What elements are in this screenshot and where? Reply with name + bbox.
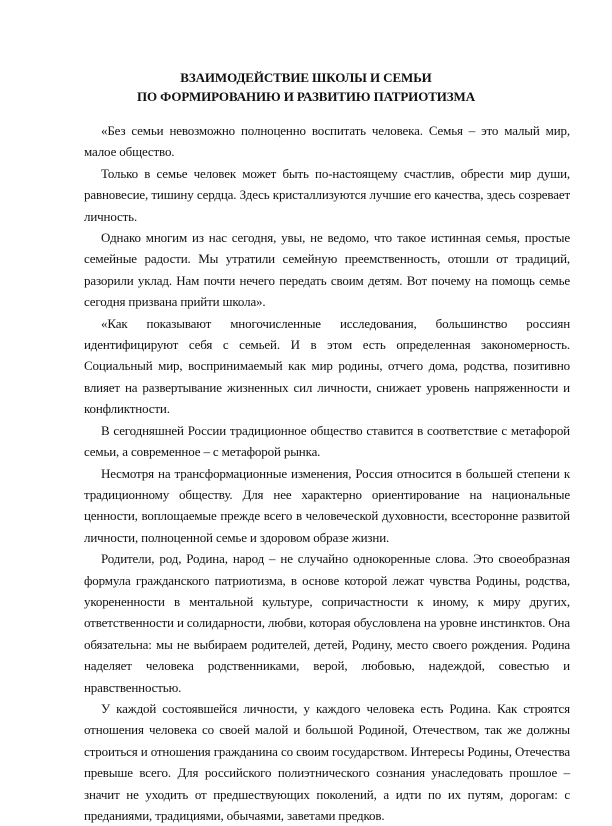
paragraph-8: У каждой состоявшейся личности, у каждого человека есть Родина. Как строятся отношения человека со своей малой и большой Родиной, Отечеством, так же должны строиться и отношения гражданина со своим государством. Интересы Родины, Отечества превыше всего. Для российского полиэтнического сознания унаследовать прошлое – значит не уходить от предшествующих поколений, а идти по их путям, дорогам: с преданиями, традициями, обычаями, заветами предков. — [84, 700, 570, 823]
paragraph-6: Несмотря на трансформационные изменения, Россия относится в большей степени к традиционному обществу. Для нее характерно ориентирование на национальные ценности, воплощаемые прежде всего в человеческой духовности, всесторонне развитой личности, полноценной семье и здоровом образе жизни. — [84, 465, 570, 545]
paragraph-3: Однако многим из нас сегодня, увы, не ведомо, что такое истинная семья, простые семейные радости. Мы утратили семейную преемственность, отошли от традиций, разорили уклад. Нам почти нечего передать своим детям. Вот почему на помощь семье сегодня призвана прийти школа». — [84, 230, 570, 310]
document-title-line-1: ВЗАИМОДЕЙСТВИЕ ШКОЛЫ И СЕМЬИ — [180, 70, 432, 85]
paragraph-5: В сегодняшней России традиционное общество ставится в соответствие с метафорой семьи, а современное – с метафорой рынка. — [84, 422, 570, 460]
document-body — [84, 120, 570, 826]
paragraph-2: Только в семье человек может быть по-настоящему счастлив, обрести мир души, равновесие, тишину сердца. Здесь кристаллизуются лучшие его качества, здесь созревает личность. — [84, 165, 570, 224]
paragraph-1: «Без семьи невозможно полноценно воспитать человека. Семья – это малый мир, малое общество. — [84, 123, 570, 160]
paragraph-7: Родители, род, Родина, народ – не случайно однокоренные слова. Это своеобразная формула гражданского патриотизма, в основе которой лежат чувства Родины, родства, укорененности в ментальной культуре, сопричастности к иному, к миру других, ответственности и солидарности, любви, которая обусловлена на уровне инстинктов. Она обязательна: мы не выбираем родителей, детей, Родину, место своего рождения. Родина наделяет человека родственниками, верой, любовью, надеждой, совестью и нравственностью. — [84, 551, 570, 695]
document-title-line-2: ПО ФОРМИРОВАНИЮ И РАЗВИТИЮ ПАТРИОТИЗМА — [136, 89, 476, 104]
paragraph-4: «Как показывают многочисленные исследования, большинство россиян идентифицируют себя с семьей. И в этом есть определенная закономерность. Социальный мир, воспринимаемый как мир родины, отчего дома, родства, позитивно влияет на развертывание жизненных сил личности, снижает уровень напряженности и конфликтности. — [84, 315, 570, 417]
